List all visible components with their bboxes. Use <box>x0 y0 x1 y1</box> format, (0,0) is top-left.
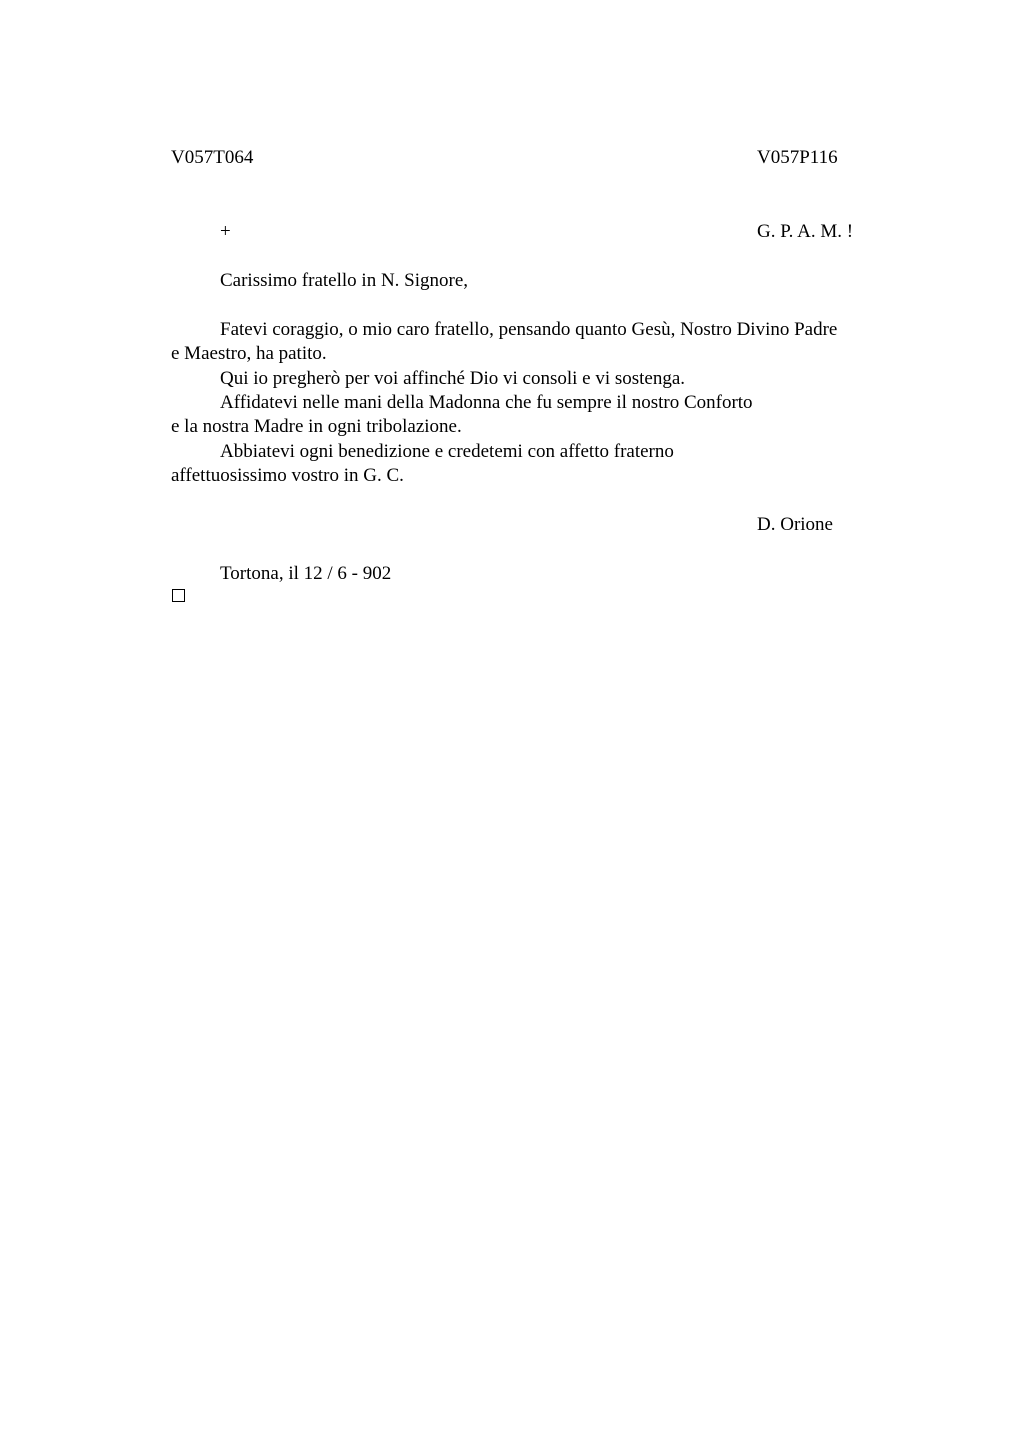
letter-line: Affidatevi nelle mani della Madonna che fu sempre il nostro Conforto <box>220 392 753 413</box>
letter-line: affettuosissimo vostro in G. C. <box>171 465 404 486</box>
letter-line: Fatevi coraggio, o mio caro fratello, pensando quanto Gesù, Nostro Divino Padre <box>220 319 838 340</box>
square-glyph-icon <box>172 589 185 602</box>
document-code-right: V057P116 <box>757 147 838 168</box>
letter-line: Abbiatevi ogni benedizione e credetemi con affetto fraterno <box>220 441 674 462</box>
signature: D. Orione <box>757 514 833 535</box>
document-code-left: V057T064 <box>171 147 254 168</box>
letter-line: e la nostra Madre in ogni tribolazione. <box>171 416 462 437</box>
letter-line: Qui io pregherò per voi affinché Dio vi consoli e vi sostenga. <box>220 368 686 389</box>
salutation: Carissimo fratello in N. Signore, <box>220 270 469 291</box>
motto: G. P. A. M. ! <box>757 221 854 242</box>
place-date: Tortona, il 12 / 6 - 902 <box>220 563 392 584</box>
letter-line: e Maestro, ha patito. <box>171 343 327 364</box>
cross-symbol: + <box>220 221 231 242</box>
